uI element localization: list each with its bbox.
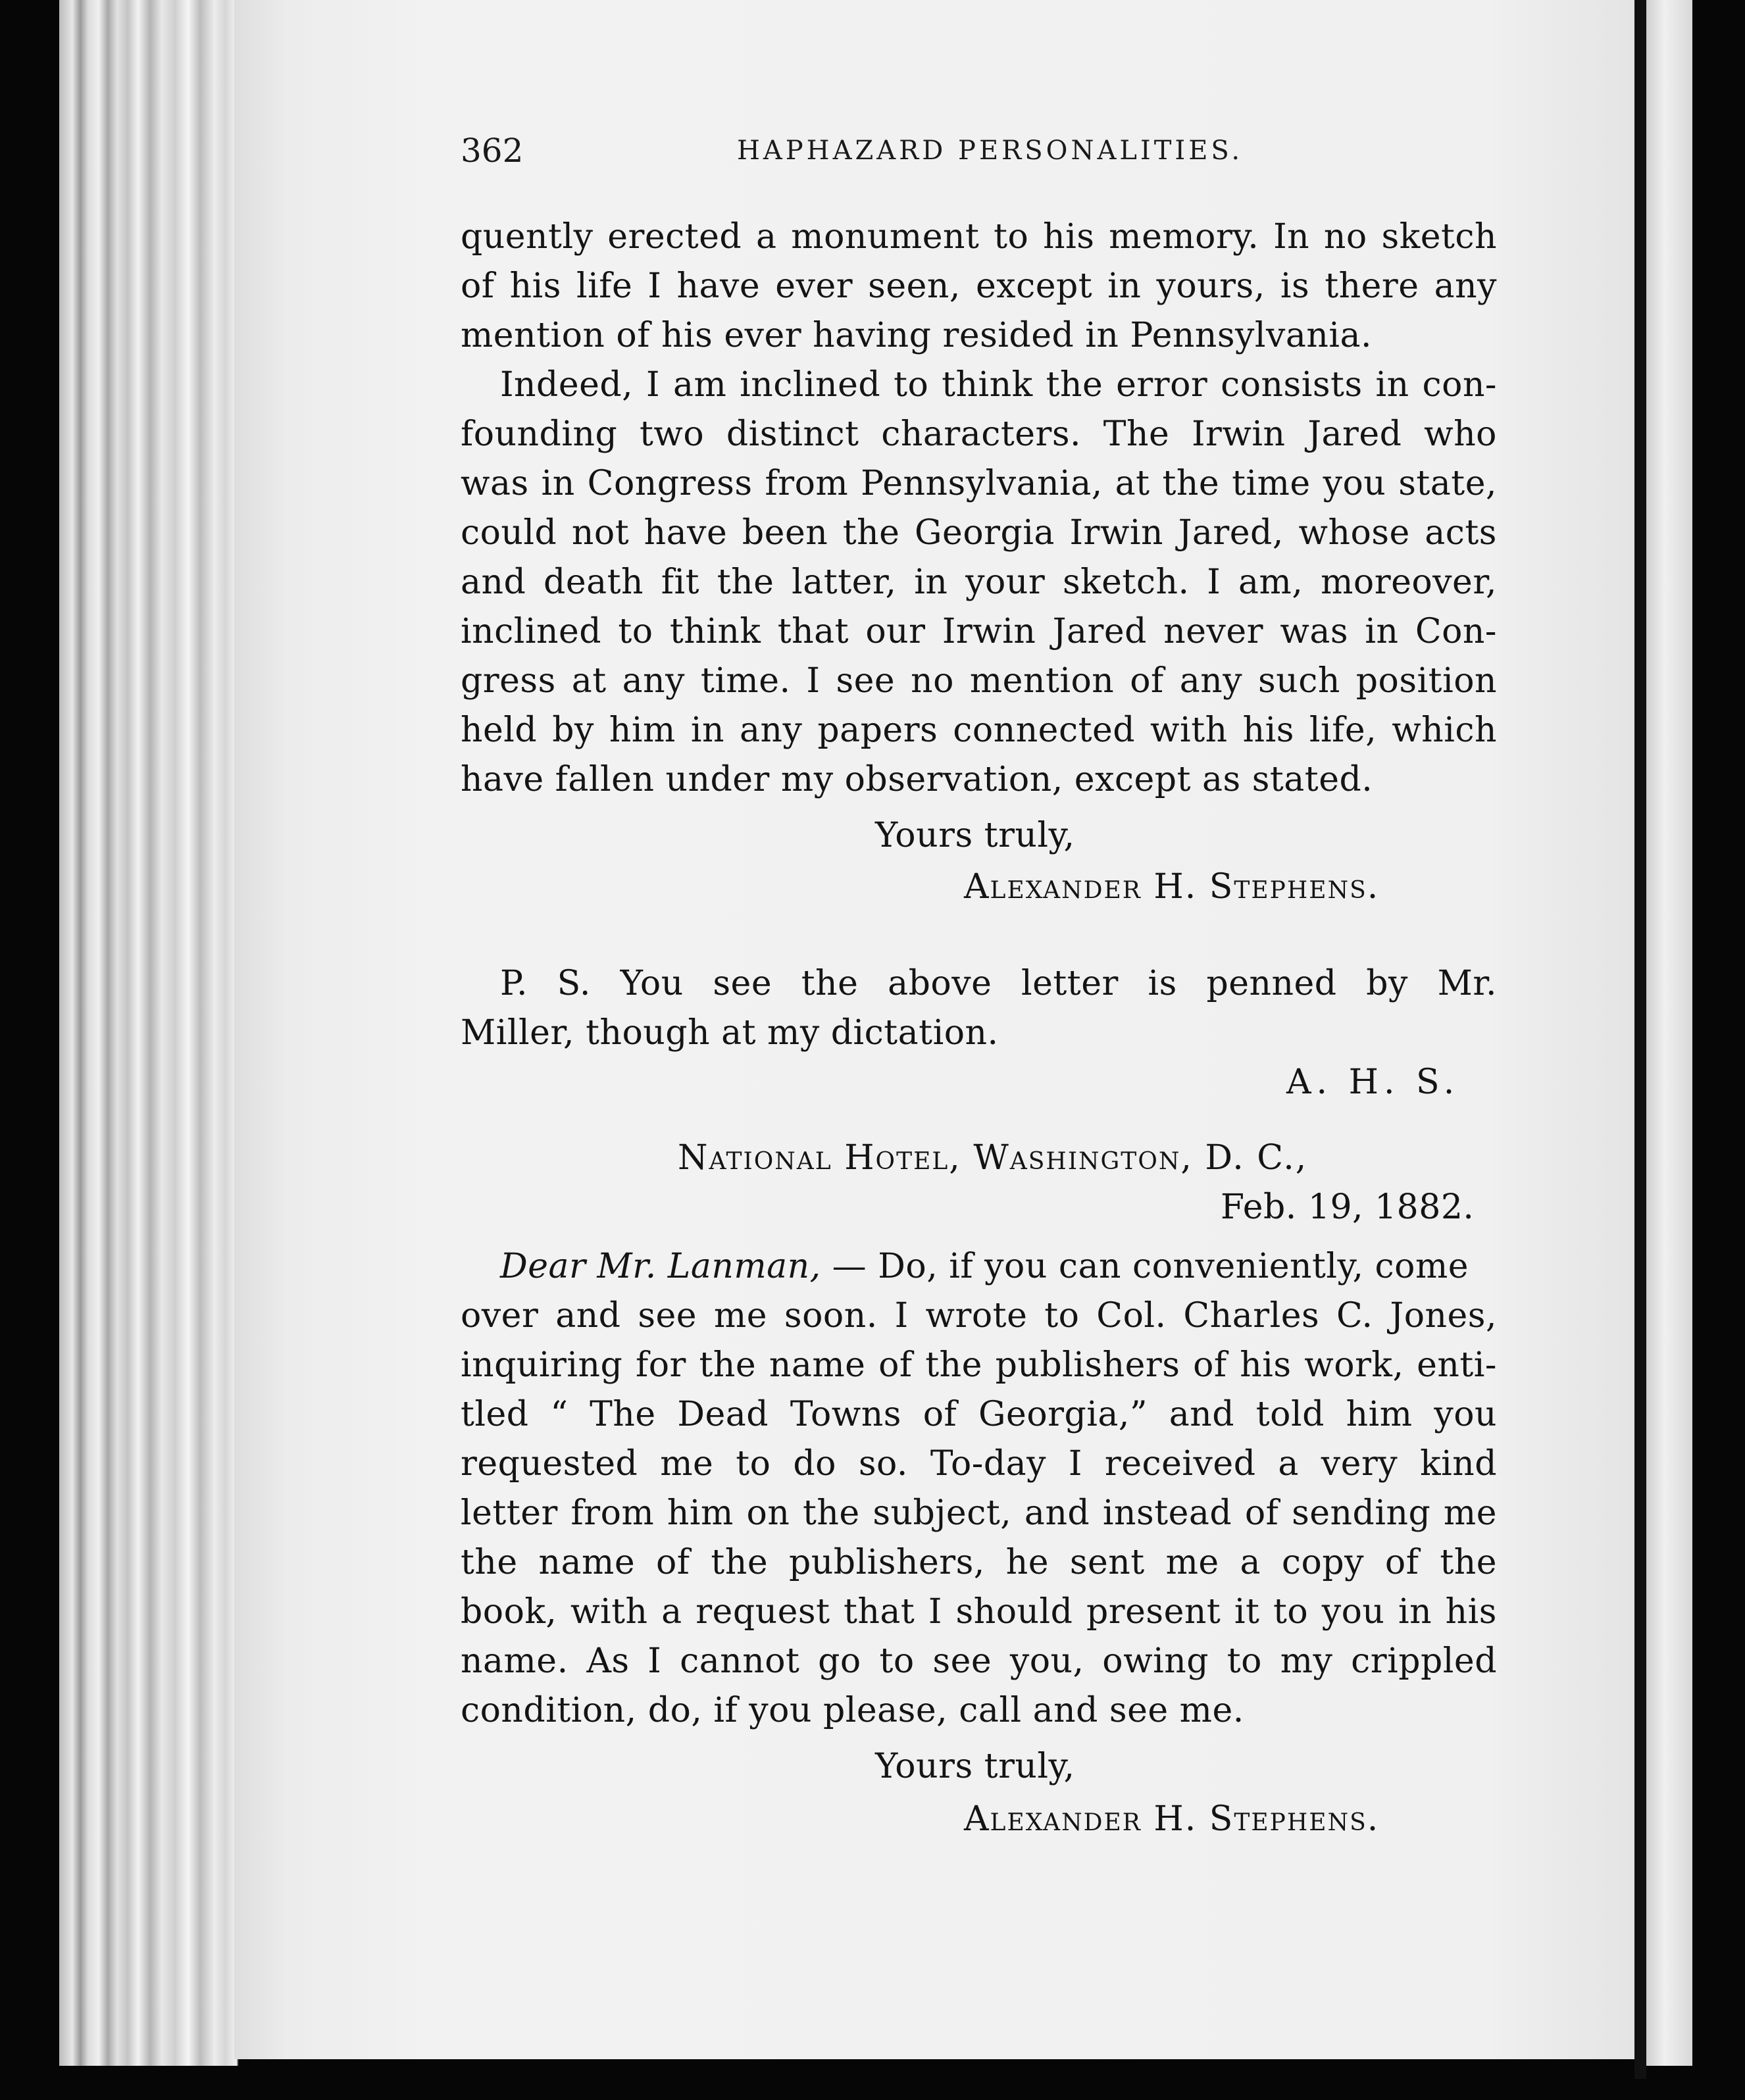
letter2-line: name. As I cannot go to see you, owing to my crippled — [461, 1641, 1497, 1681]
letter2-salutation: Dear Mr. Lanman, — [500, 1247, 821, 1286]
letter1-line: Indeed, I am inclined to think the error consists in con- — [500, 365, 1497, 405]
letter1-line: could not have been the Georgia Irwin Jared, whose acts — [461, 513, 1497, 553]
letter1-line: gress at any time. I see no mention of any such position — [461, 661, 1497, 701]
letter2-first-line-text: — Do, if you can conveniently, come — [821, 1247, 1469, 1286]
letter2-place: National Hotel, Washington, D. C., — [678, 1138, 1308, 1178]
letter1-signature: Alexander H. Stephens. — [964, 867, 1380, 907]
letter2-closing: Yours truly, — [875, 1747, 1075, 1786]
postscript-line: P. S. You see the above letter is penned by Mr. — [500, 964, 1497, 1003]
letter1-line: and death fit the latter, in your sketch. I am, moreover, — [461, 562, 1497, 602]
letter2-line: inquiring for the name of the publishers of his work, enti- — [461, 1345, 1497, 1385]
letter1-line: have fallen under my observation, except as stated. — [461, 760, 1373, 799]
page-edges — [59, 0, 238, 2066]
letter2-line: condition, do, if you please, call and see me. — [461, 1691, 1244, 1730]
letter2-line: the name of the publishers, he sent me a copy of the — [461, 1543, 1497, 1582]
letter2-line: book, with a request that I should present it to you in his — [461, 1592, 1497, 1632]
letter2-line: tled “ The Dead Towns of Georgia,” and told him you — [461, 1395, 1497, 1434]
letter1-line: inclined to think that our Irwin Jared never was in Con- — [461, 612, 1497, 651]
page-number: 362 — [461, 132, 524, 170]
letter2-line: requested me to do so. To-day I received a very kind — [461, 1444, 1497, 1484]
letter2-line: letter from him on the subject, and instead of sending me — [461, 1493, 1497, 1533]
letter1-closing: Yours truly, — [875, 816, 1075, 855]
letter2-signature: Alexander H. Stephens. — [964, 1799, 1380, 1839]
postscript-initials: A. H. S. — [1286, 1062, 1460, 1102]
gutter-shadow — [1634, 0, 1646, 2079]
letter1-line: of his life I have ever seen, except in yours, is there any — [461, 266, 1497, 306]
postscript-line: Miller, though at my dictation. — [461, 1013, 999, 1053]
letter1-line: was in Congress from Pennsylvania, at the time you state, — [461, 464, 1497, 503]
running-title: HAPHAZARD PERSONALITIES. — [737, 136, 1244, 166]
letter1-line: held by him in any papers connected with his life, which — [461, 711, 1497, 750]
letter2-line: over and see me soon. I wrote to Col. Charles C. Jones, — [461, 1296, 1497, 1336]
letter2-first-line — [500, 1247, 1497, 1286]
facing-page-edge — [1646, 0, 1692, 2066]
letter1-line: mention of his ever having resided in Pennsylvania. — [461, 316, 1373, 355]
running-head — [461, 132, 1497, 171]
letter1-line: founding two distinct characters. The Irwin Jared who — [461, 414, 1497, 454]
letter2-date: Feb. 19, 1882. — [1221, 1188, 1475, 1227]
letter1-line: quently erected a monument to his memory. In no sketch — [461, 217, 1497, 257]
